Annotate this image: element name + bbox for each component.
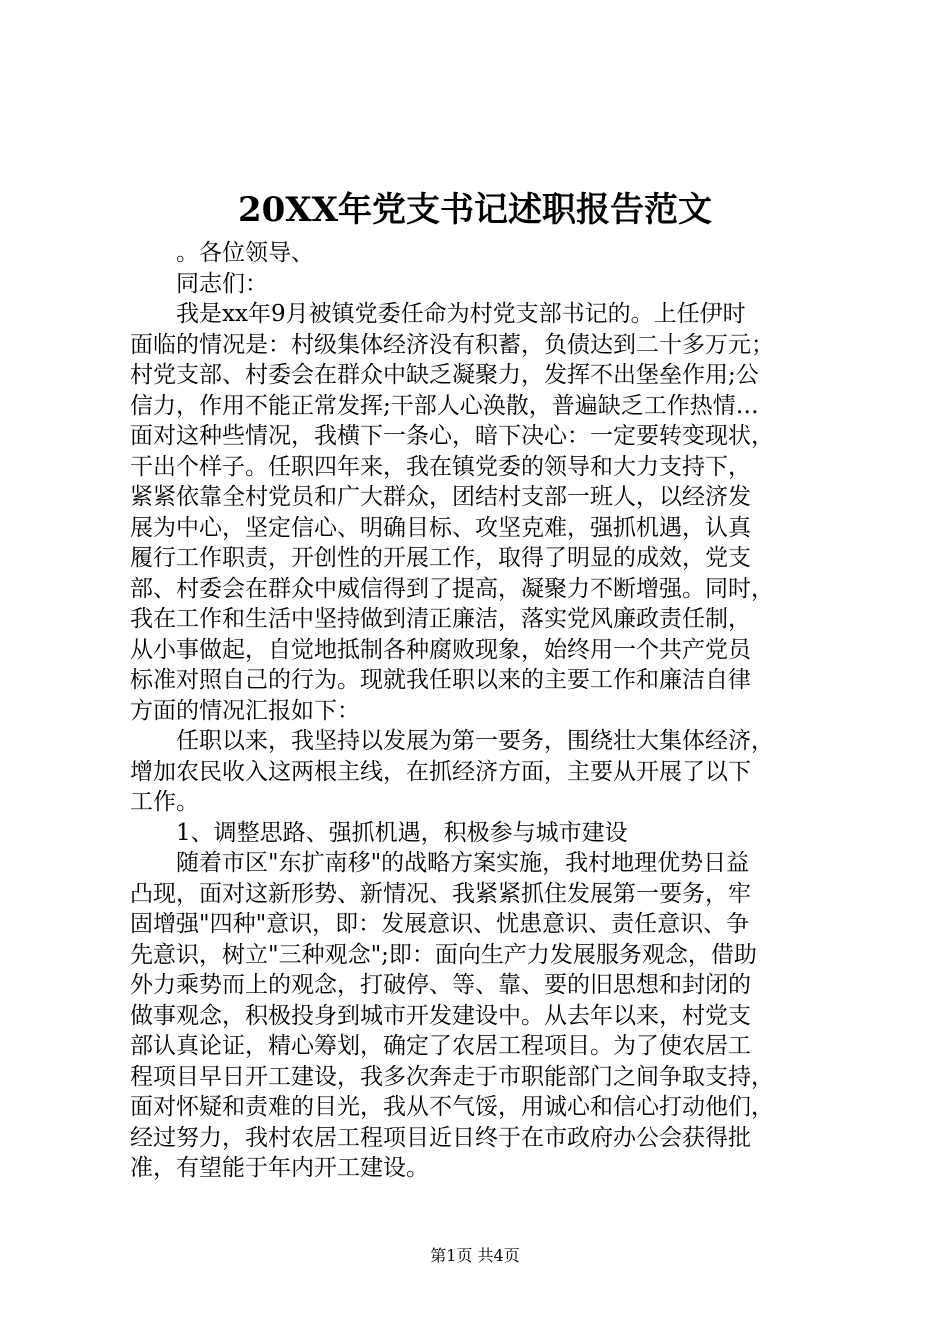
text-line: 部认真论证，精心筹划，确定了农居工程项目。为了使农居工 [130, 1033, 751, 1059]
text-line: 面对这种些情况，我横下一条心，暗下决心：一定要转变现状， [130, 423, 774, 449]
document-title: 20XX年党支书记述职报告范文 [237, 190, 713, 230]
text-line: 增加农民收入这两根主线，在抓经济方面，主要从开展了以下 [130, 758, 751, 785]
text-line: 方面的情况汇报如下： [130, 697, 360, 724]
text-line: 凸现，面对这新形势、新情况、我紧紧抓住发展第一要务，牢 [130, 880, 751, 907]
text-line: 从小事做起，自觉地抵制各种腐败现象，始终用一个共产党员 [130, 636, 751, 663]
text-line: 紧紧依靠全村党员和广大群众，团结村支部一班人，以经济发 [130, 484, 751, 510]
text-line: 信力，作用不能正常发挥;干部人心涣散，普遍缺乏工作热情… [130, 392, 759, 419]
text-line: 工作。 [130, 789, 199, 815]
text-line: 标准对照自己的行为。现就我任职以来的主要工作和廉洁自律 [130, 667, 751, 693]
text-line: 经过努力，我村农居工程项目近日终于在市政府办公会获得批 [130, 1124, 751, 1151]
text-line: 程项目早日开工建设，我多次奔走于市职能部门之间争取支持， [130, 1063, 774, 1090]
text-line: 面临的情况是：村级集体经济没有积蓄，负债达到二十多万元； [130, 331, 774, 358]
text-line: 准，有望能于年内开工建设。 [130, 1155, 429, 1181]
text-line: 先意识，树立"三种观念";即：面向生产力发展服务观念，借助 [130, 941, 757, 968]
text-line: 1、调整思路、强抓机遇，积极参与城市建设 [176, 819, 628, 846]
text-line: 部、村委会在群众中威信得到了提高，凝聚力不断增强。同时， [130, 575, 774, 602]
text-line: 固增强"四种"意识，即：发展意识、忧患意识、责任意识、争 [130, 911, 750, 937]
text-line: 外力乘势而上的观念，打破停、等、靠、要的旧思想和封闭的 [130, 972, 751, 998]
text-line: 履行工作职责，开创性的开展工作，取得了明显的成效，党支 [130, 545, 751, 571]
page-footer: 第1页 共4页 [430, 1246, 520, 1265]
text-line: 干出个样子。任职四年来，我在镇党委的领导和大力支持下， [130, 453, 751, 480]
text-line: 我是xx年9月被镇党委任命为村党支部书记的。上任伊时 [176, 301, 746, 327]
text-line: 面对怀疑和责难的目光，我从不气馁，用诚心和信心打动他们， [130, 1094, 774, 1120]
document-body [130, 238, 830, 1184]
text-line: 任职以来，我坚持以发展为第一要务，围绕壮大集体经济， [176, 728, 774, 754]
text-line: 我在工作和生活中坚持做到清正廉洁，落实党风廉政责任制， [130, 606, 751, 632]
text-line: 展为中心，坚定信心、明确目标、攻坚克难，强抓机遇，认真 [130, 514, 751, 541]
text-line: 同志们： [176, 270, 268, 297]
text-line: 随着市区"东扩南移"的战略方案实施，我村地理优势日益 [176, 850, 750, 876]
text-line: 村党支部、村委会在群众中缺乏凝聚力，发挥不出堡垒作用;公 [130, 362, 759, 388]
text-line: 做事观念，积极投身到城市开发建设中。从去年以来，村党支 [130, 1002, 751, 1029]
text-line: 。各位领导、 [176, 240, 314, 266]
